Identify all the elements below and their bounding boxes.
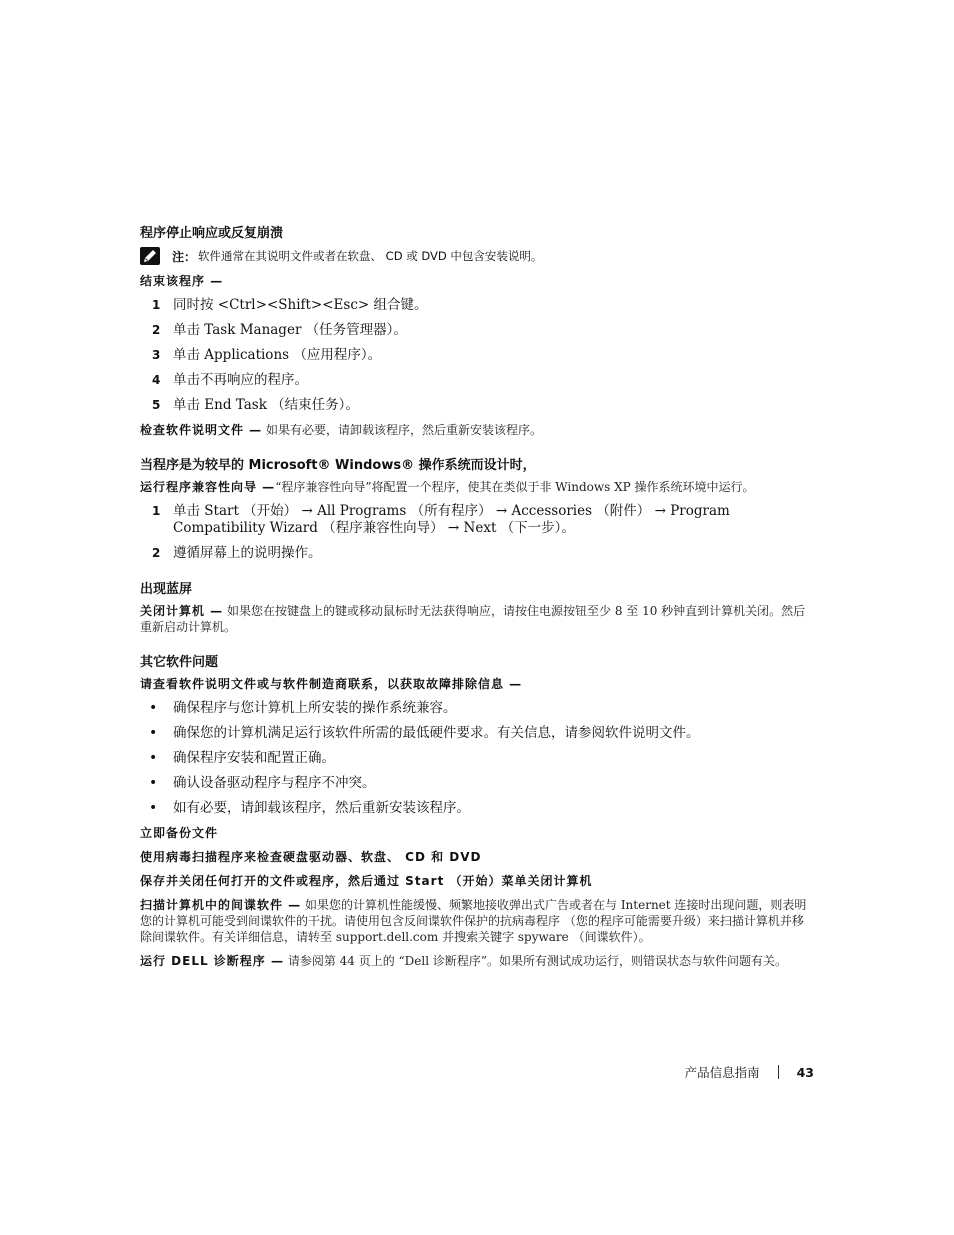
- document-body: [140, 222, 815, 977]
- footer-title: 产品信息指南: [684, 1065, 760, 1080]
- virus-scan-heading: 使用病毒扫描程序来检查硬盘驱动器、软盘、 CD 和 DVD: [140, 850, 482, 864]
- end-program-heading: 结束该程序 —: [140, 274, 224, 288]
- section-title-blue-screen: 出现蓝屏: [140, 582, 193, 597]
- note: [140, 247, 815, 265]
- list-item: 2 遵循屏幕上的说明操作。: [152, 545, 322, 561]
- end-program-steps: [140, 297, 815, 414]
- list-item: 1 同时按 <Ctrl><Shift><Esc> 组合键。: [152, 297, 428, 313]
- section-title-older-windows: 当程序是为较早的 Microsoft® Windows® 操作系统而设计时，: [140, 458, 536, 473]
- check-docs-paragraph: 检查软件说明文件 — 如果有必要，请卸载该程序，然后重新安装该程序。: [140, 423, 543, 437]
- list-item: 2 单击 Task Manager （任务管理器）。: [152, 322, 407, 338]
- other-software-bullets: [140, 700, 815, 817]
- save-close-heading: 保存并关闭任何打开的文件或程序，然后通过 Start （开始）菜单关闭计算机: [140, 874, 593, 888]
- compat-wizard-steps: [140, 503, 815, 562]
- page-footer: [685, 1063, 814, 1081]
- backup-heading: 立即备份文件: [140, 826, 219, 840]
- list-item: • 确保您的计算机满足运行该软件所需的最低硬件要求。有关信息，请参阅软件说明文件。: [149, 725, 700, 741]
- spyware-paragraph: 扫描计算机中的间谍软件 — 如果您的计算机性能缓慢、频繁地接收弹出式广告或者在与 Internet 连接时出现问题，则表明您的计算机可能受到间谍软件的干扰。请使用包含反间谍软件保护的抗病毒程序 （您的程序可能需要升级）来扫描计算机并移除间谍软件。有关详细信息，请转至 support.dell.com 并搜索关键字 spyware （间谍软件）。: [140, 898, 807, 944]
- list-item: 1 单击 Start （开始） → All Programs （所有程序） → Accessories （附件） → Program Compatibility Wizard （程序兼容性向导） → Next （下一步）。: [152, 503, 730, 536]
- note-label: 注：: [172, 249, 197, 264]
- dell-diagnostics-paragraph: 运行 DELL 诊断程序 — 请参阅第 44 页上的 “Dell 诊断程序”。如果所有测试成功运行，则错误状态与软件问题有关。: [140, 954, 788, 968]
- list-item: • 确保程序与您计算机上所安装的操作系统兼容。: [149, 700, 457, 716]
- list-item: • 确认设备驱动程序与程序不冲突。: [149, 775, 376, 791]
- list-item: • 如有必要，请卸载该程序，然后重新安装该程序。: [149, 800, 470, 816]
- list-item: 4 单击不再响应的程序。: [152, 372, 308, 388]
- section-title-program-crash: 程序停止响应或反复崩溃: [140, 226, 284, 241]
- section-title-other-software: 其它软件问题: [140, 655, 219, 670]
- shutdown-paragraph: 关闭计算机 — 如果您在按键盘上的键或移动鼠标时无法获得响应，请按住电源按钮至少 8 至 10 秒钟直到计算机关闭。然后重新启动计算机。: [140, 604, 806, 634]
- list-item: • 确保程序安装和配置正确。: [149, 750, 335, 766]
- footer-divider: [778, 1065, 779, 1079]
- page-number: 43: [796, 1064, 814, 1080]
- compat-wizard-paragraph: 运行程序兼容性向导 —“程序兼容性向导”将配置一个程序，使其在类似于非 Windows XP 操作系统环境中运行。: [140, 480, 755, 494]
- list-item: 3 单击 Applications （应用程序）。: [152, 347, 382, 363]
- contact-vendor-heading: 请查看软件说明文件或与软件制造商联系，以获取故障排除信息 —: [140, 677, 523, 691]
- list-item: 5 单击 End Task （结束任务）。: [152, 397, 359, 413]
- note-text: 软件通常在其说明文件或者在软盘、 CD 或 DVD 中包含安装说明。: [198, 249, 543, 263]
- note-pencil-icon: [140, 247, 160, 265]
